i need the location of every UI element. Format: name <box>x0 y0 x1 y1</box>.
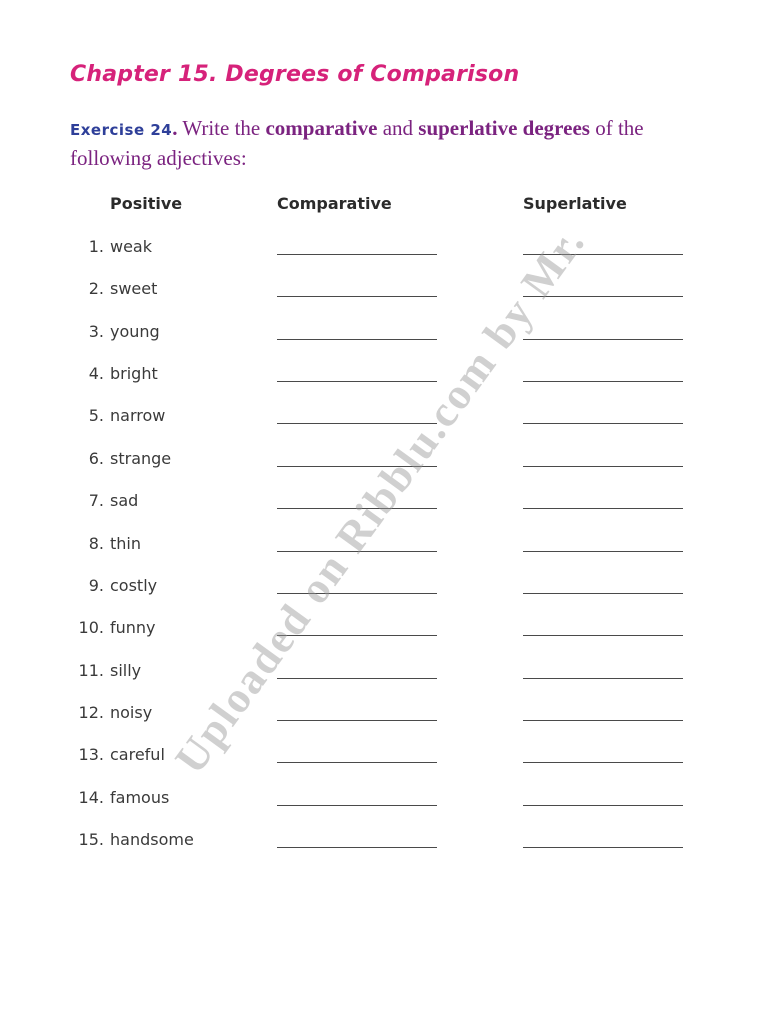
comparative-answer-blank[interactable] <box>277 466 437 467</box>
superlative-answer-blank[interactable] <box>523 551 683 552</box>
comparative-answer-blank[interactable] <box>277 296 437 297</box>
table-row <box>0 406 768 436</box>
positive-adjective: strange <box>110 448 172 468</box>
comparative-answer-blank[interactable] <box>277 635 437 636</box>
superlative-answer-blank[interactable] <box>523 296 683 297</box>
header-positive: Positive <box>110 194 183 213</box>
positive-adjective: sweet <box>110 279 158 299</box>
positive-adjective: bright <box>110 364 158 384</box>
row-number: 10. <box>78 618 104 638</box>
table-row <box>0 745 768 775</box>
row-number: 5. <box>88 406 104 426</box>
row-number: 1. <box>88 237 104 256</box>
instruction-text-1: Write the <box>177 116 266 140</box>
table-row <box>0 618 768 648</box>
table-row <box>0 661 768 691</box>
superlative-answer-blank[interactable] <box>523 720 683 721</box>
exercise-label-dot: . <box>172 116 178 140</box>
superlative-answer-blank[interactable] <box>523 254 683 255</box>
superlative-answer-blank[interactable] <box>523 381 683 382</box>
superlative-answer-blank[interactable] <box>523 339 683 340</box>
table-row <box>0 576 768 606</box>
superlative-answer-blank[interactable] <box>523 805 683 806</box>
instruction-text-3: of the following adjectives: <box>70 116 644 170</box>
positive-adjective: handsome <box>110 829 194 849</box>
table-row <box>0 534 768 564</box>
positive-adjective: thin <box>110 533 141 553</box>
row-number: 9. <box>88 575 104 595</box>
comparative-answer-blank[interactable] <box>277 762 437 763</box>
superlative-answer-blank[interactable] <box>523 635 683 636</box>
row-number: 15. <box>78 829 104 849</box>
header-comparative: Comparative <box>277 194 392 213</box>
superlative-answer-blank[interactable] <box>523 593 683 594</box>
positive-adjective: narrow <box>110 406 166 426</box>
table-row <box>0 703 768 733</box>
superlative-answer-blank[interactable] <box>523 847 683 848</box>
watermark: Uploaded on Ribblu.com by Mr. <box>165 217 595 783</box>
positive-adjective: costly <box>110 575 158 595</box>
comparative-answer-blank[interactable] <box>277 254 437 255</box>
superlative-answer-blank[interactable] <box>523 508 683 509</box>
comparative-answer-blank[interactable] <box>277 423 437 424</box>
row-number: 3. <box>88 321 104 341</box>
instruction-emphasis-superlative: superlative degrees <box>418 116 590 140</box>
comparative-answer-blank[interactable] <box>277 381 437 382</box>
row-number: 8. <box>88 533 104 553</box>
row-number: 4. <box>88 364 104 384</box>
chapter-title: Chapter 15. Degrees of Comparison <box>70 62 520 87</box>
table-row <box>0 830 768 860</box>
superlative-answer-blank[interactable] <box>523 678 683 679</box>
positive-adjective: weak <box>110 237 152 256</box>
positive-adjective: noisy <box>110 702 153 722</box>
comparative-answer-blank[interactable] <box>277 720 437 721</box>
positive-adjective: famous <box>110 787 170 807</box>
positive-adjective: silly <box>110 660 142 680</box>
positive-adjective: sad <box>110 491 139 511</box>
table-row <box>0 788 768 818</box>
row-number: 14. <box>78 787 104 807</box>
table-row <box>0 279 768 309</box>
table-row <box>0 237 768 267</box>
comparative-answer-blank[interactable] <box>277 508 437 509</box>
table-row <box>0 449 768 479</box>
row-number: 6. <box>88 448 104 468</box>
superlative-answer-blank[interactable] <box>523 466 683 467</box>
row-number: 11. <box>78 660 104 680</box>
exercise-label: Exercise 24 <box>70 121 173 139</box>
instruction-text-2: and <box>377 116 419 140</box>
row-number: 13. <box>78 745 104 765</box>
row-number: 7. <box>88 491 104 511</box>
table-row <box>0 491 768 521</box>
comparative-answer-blank[interactable] <box>277 805 437 806</box>
instruction-emphasis-comparative: comparative <box>265 116 378 140</box>
positive-adjective: funny <box>110 618 156 638</box>
superlative-answer-blank[interactable] <box>523 762 683 763</box>
header-superlative: Superlative <box>523 194 627 213</box>
row-number: 2. <box>88 279 104 299</box>
positive-adjective: careful <box>110 745 165 765</box>
comparative-answer-blank[interactable] <box>277 593 437 594</box>
exercise-instructions <box>70 114 700 172</box>
row-number: 12. <box>78 702 104 722</box>
table-row <box>0 322 768 352</box>
comparative-answer-blank[interactable] <box>277 339 437 340</box>
superlative-answer-blank[interactable] <box>523 423 683 424</box>
comparative-answer-blank[interactable] <box>277 678 437 679</box>
table-row <box>0 364 768 394</box>
positive-adjective: young <box>110 321 160 341</box>
comparative-answer-blank[interactable] <box>277 847 437 848</box>
comparative-answer-blank[interactable] <box>277 551 437 552</box>
